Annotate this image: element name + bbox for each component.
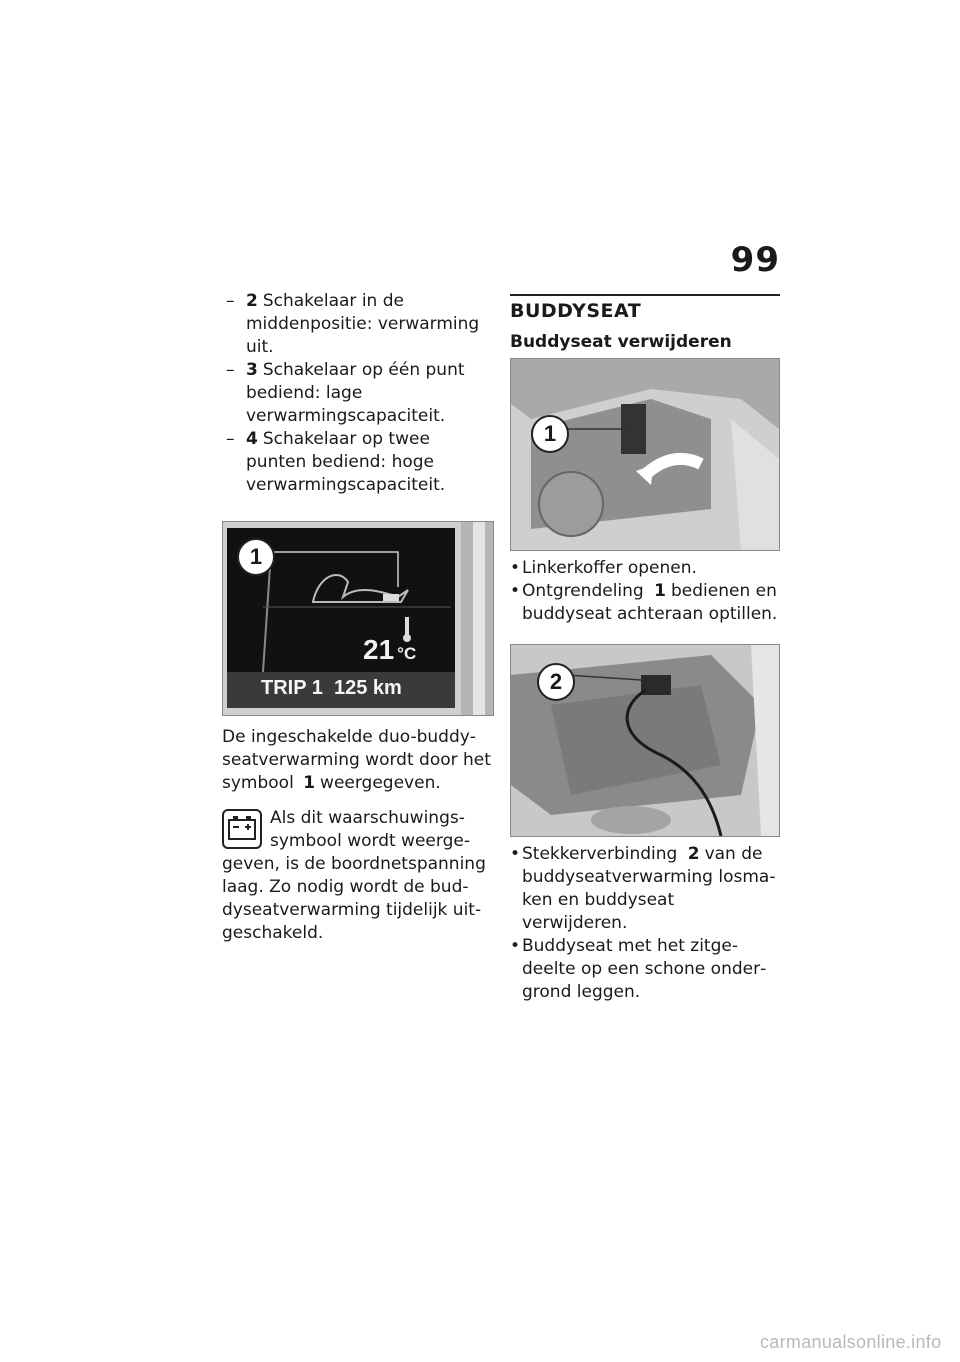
item-number: 3 <box>246 360 258 380</box>
instrument-display-figure <box>222 521 494 716</box>
temperature-value <box>363 634 416 666</box>
item-text: Schakelaar op één punt bediend: lage verwarmingscapaciteit. <box>246 360 465 426</box>
section-title: BUDDYSEAT <box>510 300 642 322</box>
step-text: Buddyseat met het zitgedeelte op een schone ondergrond leggen. <box>522 936 767 1002</box>
item-text: Schakelaar op twee punten bediend: hoge verwarmingscapaciteit. <box>246 429 446 495</box>
step-text: Stekkerverbinding <box>522 844 678 864</box>
description-number: 1 <box>303 773 316 793</box>
description-paragraph <box>222 726 494 795</box>
item-number: 2 <box>246 291 258 311</box>
warning-block <box>222 807 494 945</box>
seat-release-figure <box>510 358 780 551</box>
list-item <box>222 359 494 428</box>
step-number: 1 <box>654 581 666 601</box>
description-text: De ingeschakelde duo-buddyseatverwarming wordt door het symbool <box>222 727 491 793</box>
watermark-footer: carmanualsonline.info <box>760 1332 942 1352</box>
subsection-title: Buddyseat verwijderen <box>510 332 732 352</box>
trip-readout: TRIP 1 125 km <box>261 677 402 699</box>
section-divider <box>510 294 780 296</box>
list-item <box>222 428 494 497</box>
removal-steps-1 <box>510 557 780 626</box>
list-item <box>510 557 780 580</box>
item-text: Schakelaar in de middenpositie: verwarming uit. <box>246 291 480 357</box>
step-text-end: van de buddyseatverwarming losmaken en buddyseat verwijderen. <box>522 844 776 933</box>
removal-steps-2 <box>510 843 780 1004</box>
left-column <box>222 290 494 945</box>
list-item <box>510 935 780 1004</box>
list-item <box>510 580 780 626</box>
callout-label: 1 <box>531 415 569 453</box>
warning-text: Als dit waarschuwingssymbool wordt weergegeven, is de boordnetspanning laag. Zo nodig wordt de buddyseatverwarming tijdelijk uitgeschakeld. <box>222 808 486 943</box>
right-column <box>510 290 780 1004</box>
connector-figure <box>510 644 780 837</box>
temperature-unit: °C <box>397 644 417 663</box>
battery-warning-icon <box>222 809 262 849</box>
switch-position-list <box>222 290 494 497</box>
list-item <box>222 290 494 359</box>
callout-label: 2 <box>537 663 575 701</box>
item-number: 4 <box>246 429 258 449</box>
step-text: Linkerkoffer openen. <box>522 558 697 578</box>
page-number: 99 <box>730 240 780 280</box>
list-item <box>510 843 780 935</box>
seat-release-illustration <box>511 359 779 550</box>
temperature-number: 21 <box>363 634 395 665</box>
description-end: weergegeven. <box>320 773 441 793</box>
step-text-end: bedienen en buddyseat achteraan optillen. <box>522 581 778 624</box>
callout-label: 1 <box>237 538 275 576</box>
step-number: 2 <box>687 844 700 864</box>
step-text: Ontgrendeling <box>522 581 644 601</box>
